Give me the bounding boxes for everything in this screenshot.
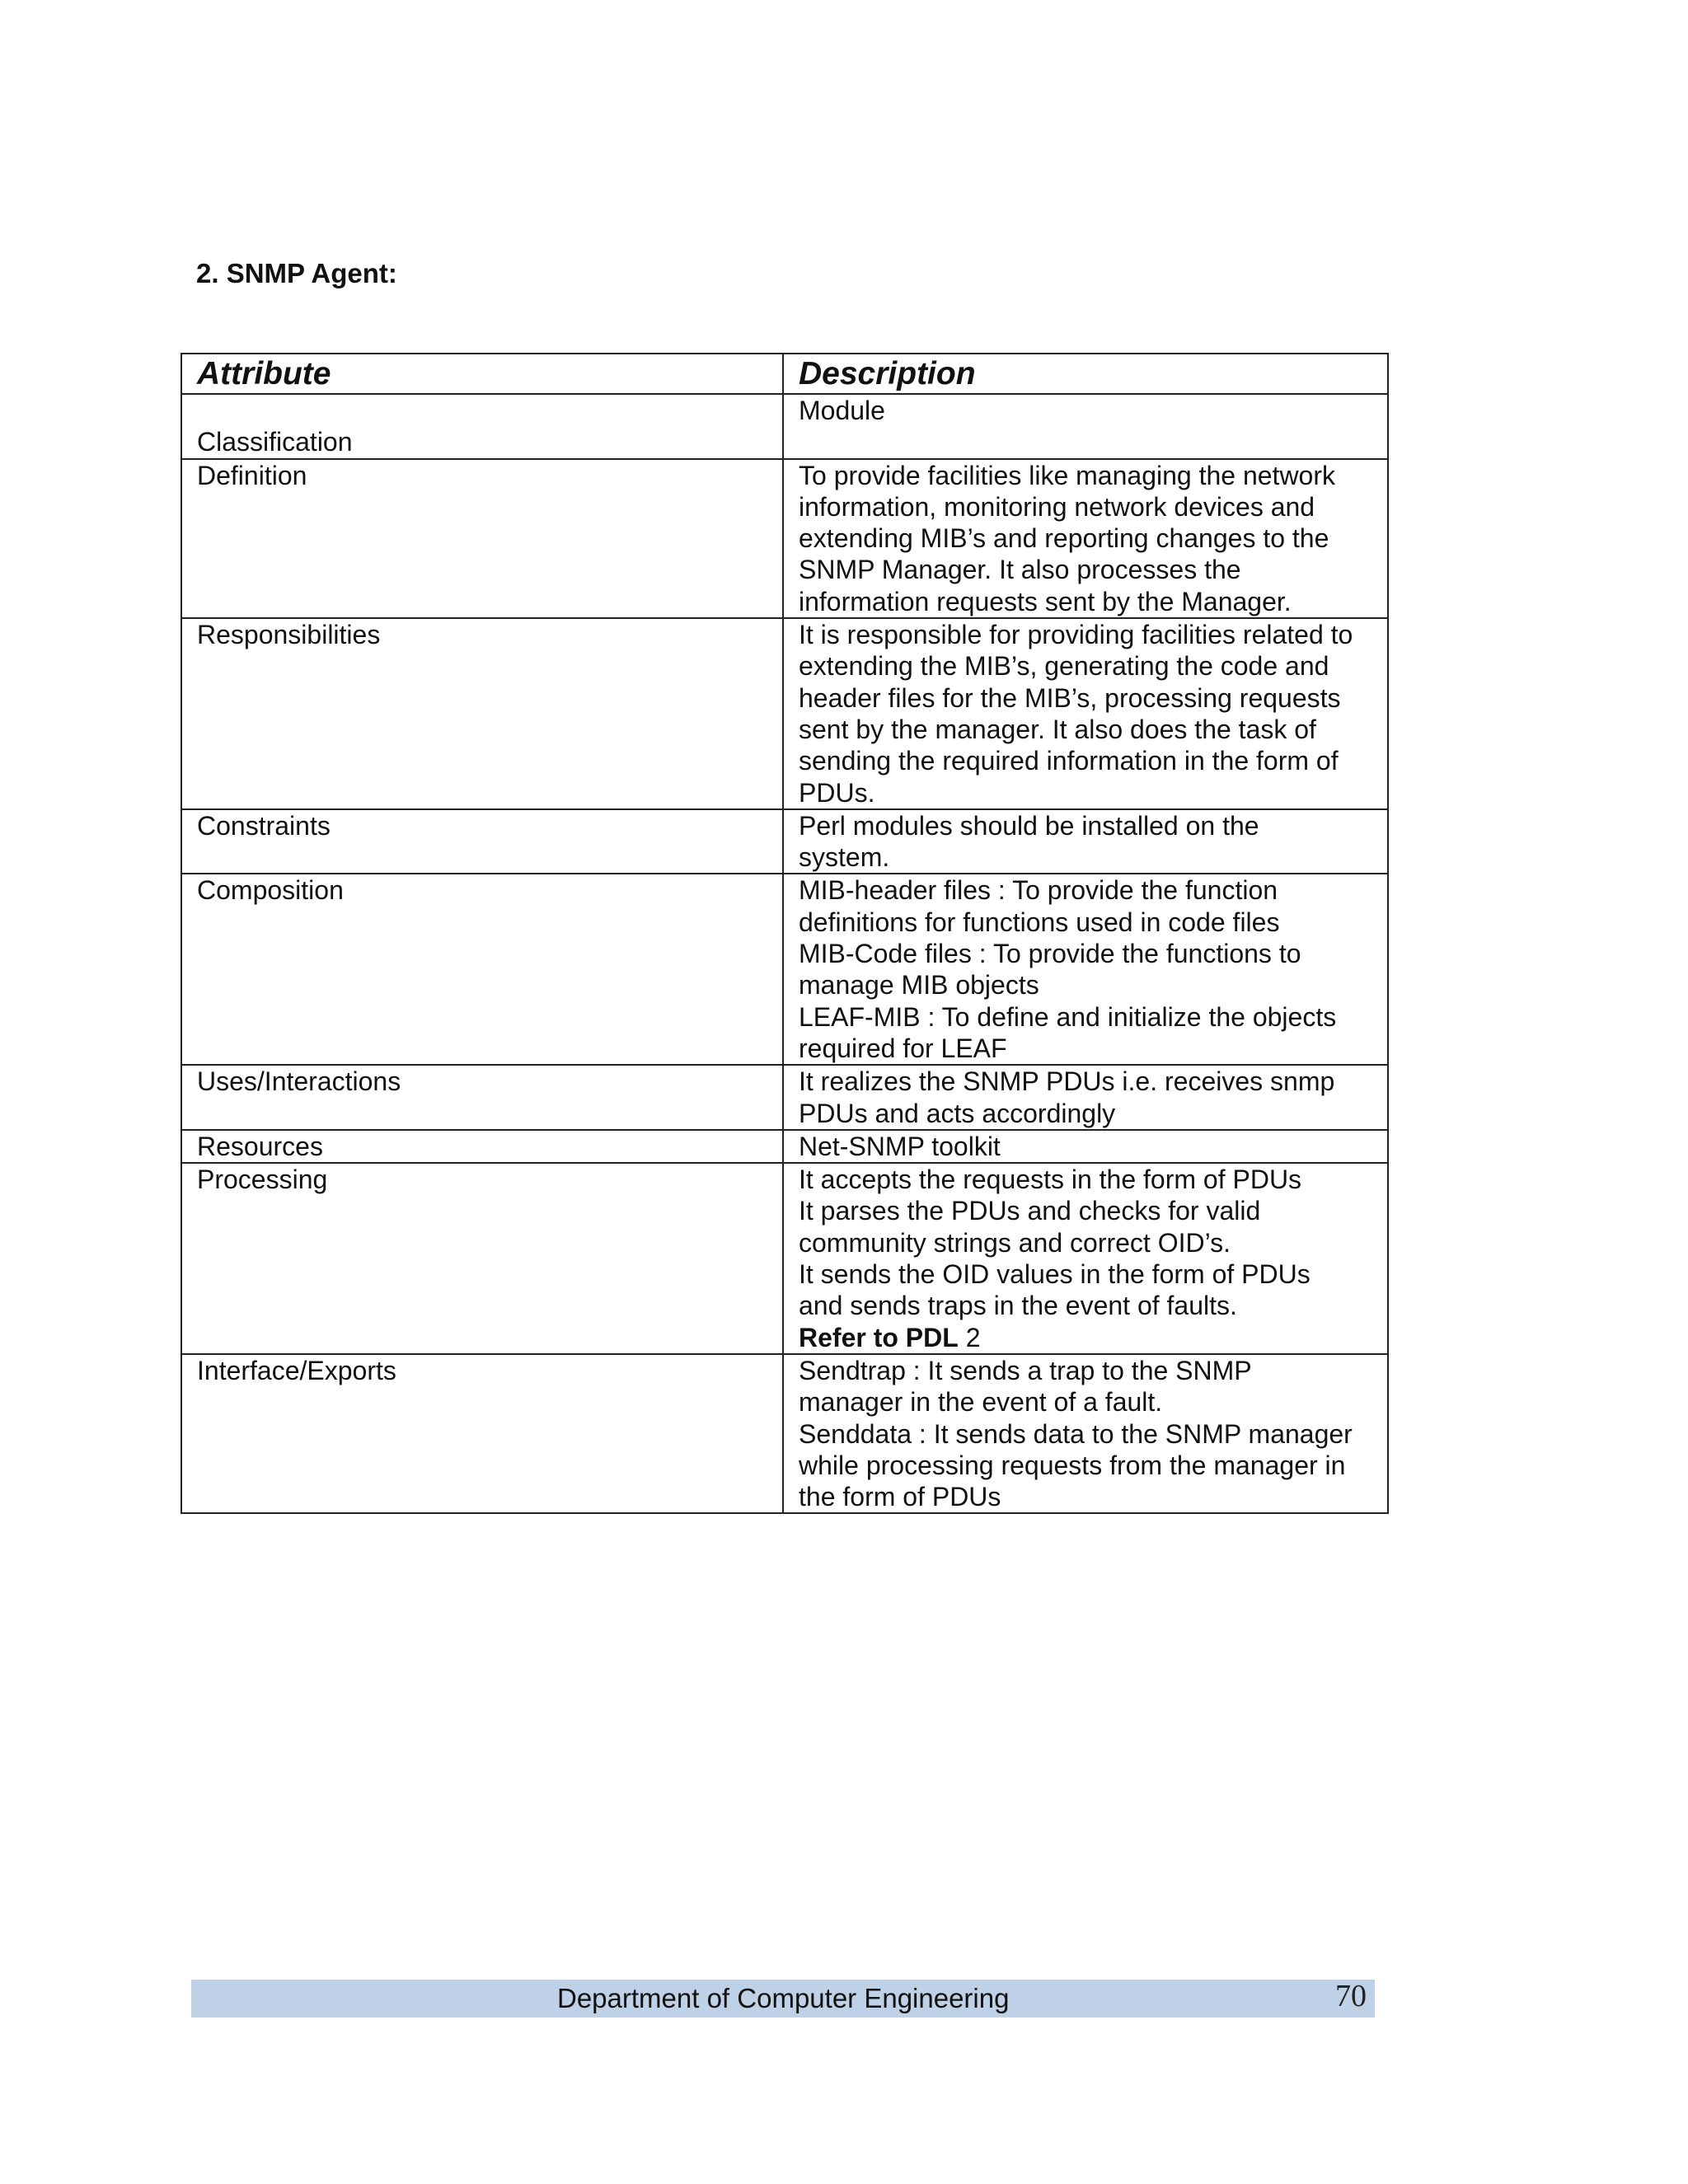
description-line: header files for the MIB’s, processing requests [799, 682, 1341, 713]
section-title: 2. SNMP Agent: [196, 258, 397, 288]
description-cell [783, 1130, 1388, 1163]
description-line: information requests sent by the Manager. [799, 586, 1292, 616]
description-line: while processing requests from the manager in [799, 1450, 1346, 1480]
description-cell [783, 809, 1388, 874]
table-row [181, 618, 1388, 809]
description-line: information, monitoring network devices and [799, 491, 1315, 522]
description-line: It realizes the SNMP PDUs i.e. receives snmp [799, 1066, 1335, 1097]
footer-department: Department of Computer Engineering [557, 1983, 1010, 2013]
description-line: Perl modules should be installed on the [799, 810, 1259, 841]
table-row [181, 1065, 1388, 1130]
description-line: sent by the manager. It also does the task of [799, 714, 1316, 744]
table-row [181, 1130, 1388, 1163]
table-row [181, 1354, 1388, 1513]
description-line: It accepts the requests in the form of PDUs [799, 1165, 1302, 1195]
description-cell [783, 618, 1388, 809]
description-line: required for LEAF [799, 1033, 1007, 1063]
description-line: MIB-header files : To provide the function [799, 875, 1278, 906]
description-cell [783, 459, 1388, 618]
description-line: Module [799, 396, 885, 425]
description-cell [783, 1354, 1388, 1513]
description-line: Sendtrap : It sends a trap to the SNMP [799, 1355, 1252, 1385]
description-line: It is responsible for providing facilities related to [799, 620, 1353, 650]
description-line: To provide facilities like managing the network [799, 460, 1335, 490]
description-line: extending the MIB’s, generating the code and [799, 651, 1329, 682]
attribute-cell: Definition [181, 459, 783, 618]
description-line: sending the required information in the form of [799, 746, 1339, 776]
attribute-cell: Uses/Interactions [181, 1065, 783, 1130]
table-row [181, 459, 1388, 618]
description-line: manage MIB objects [799, 970, 1039, 1001]
attribute-table [181, 353, 1389, 1514]
description-line: Net-SNMP toolkit [799, 1131, 1001, 1161]
description-line: PDUs and acts accordingly [799, 1098, 1116, 1128]
description-line: extending MIB’s and reporting changes to the [799, 523, 1329, 554]
attribute-cell: Responsibilities [181, 618, 783, 809]
attribute-cell: Interface/Exports [181, 1354, 783, 1513]
attribute-cell: Processing [181, 1163, 783, 1354]
description-line: community strings and correct OID’s. [799, 1227, 1231, 1258]
description-line: MIB-Code files : To provide the functions to [799, 939, 1301, 969]
description-line: PDUs. [799, 777, 875, 808]
page-number: 70 [1335, 1979, 1367, 2013]
table-header-row [181, 354, 1388, 394]
attribute-cell: Resources [181, 1130, 783, 1163]
description-cell [783, 1163, 1388, 1354]
description-cell [783, 1065, 1388, 1130]
description-cell [783, 874, 1388, 1065]
description-line: system. [799, 842, 890, 873]
table-row [181, 874, 1388, 1065]
table-row [181, 809, 1388, 874]
description-line: LEAF-MIB : To define and initialize the objects [799, 1001, 1337, 1032]
attribute-cell: Composition [181, 874, 783, 1065]
description-line: It parses the PDUs and checks for valid [799, 1196, 1261, 1226]
pdl-reference-line [799, 1322, 1374, 1353]
pdl-reference-label: Refer to PDL [799, 1322, 959, 1352]
attribute-cell: Constraints [181, 809, 783, 874]
table-row [181, 1163, 1388, 1354]
description-line: Senddata : It sends data to the SNMP manager [799, 1418, 1353, 1449]
description-line: manager in the event of a fault. [799, 1387, 1163, 1418]
attribute-column-header: Attribute [181, 354, 783, 394]
attribute-cell: Classification [181, 394, 783, 459]
description-line: and sends traps in the event of faults. [799, 1291, 1237, 1321]
pdl-reference-number: 2 [965, 1322, 981, 1352]
description-spacer [799, 426, 1374, 457]
description-cell [783, 394, 1388, 459]
description-column-header: Description [783, 354, 1388, 394]
table-row [181, 394, 1388, 459]
description-line: It sends the OID values in the form of PDUs [799, 1259, 1311, 1290]
description-line: SNMP Manager. It also processes the [799, 555, 1241, 585]
description-line: definitions for functions used in code files [799, 907, 1280, 937]
description-line: the form of PDUs [799, 1482, 1001, 1512]
